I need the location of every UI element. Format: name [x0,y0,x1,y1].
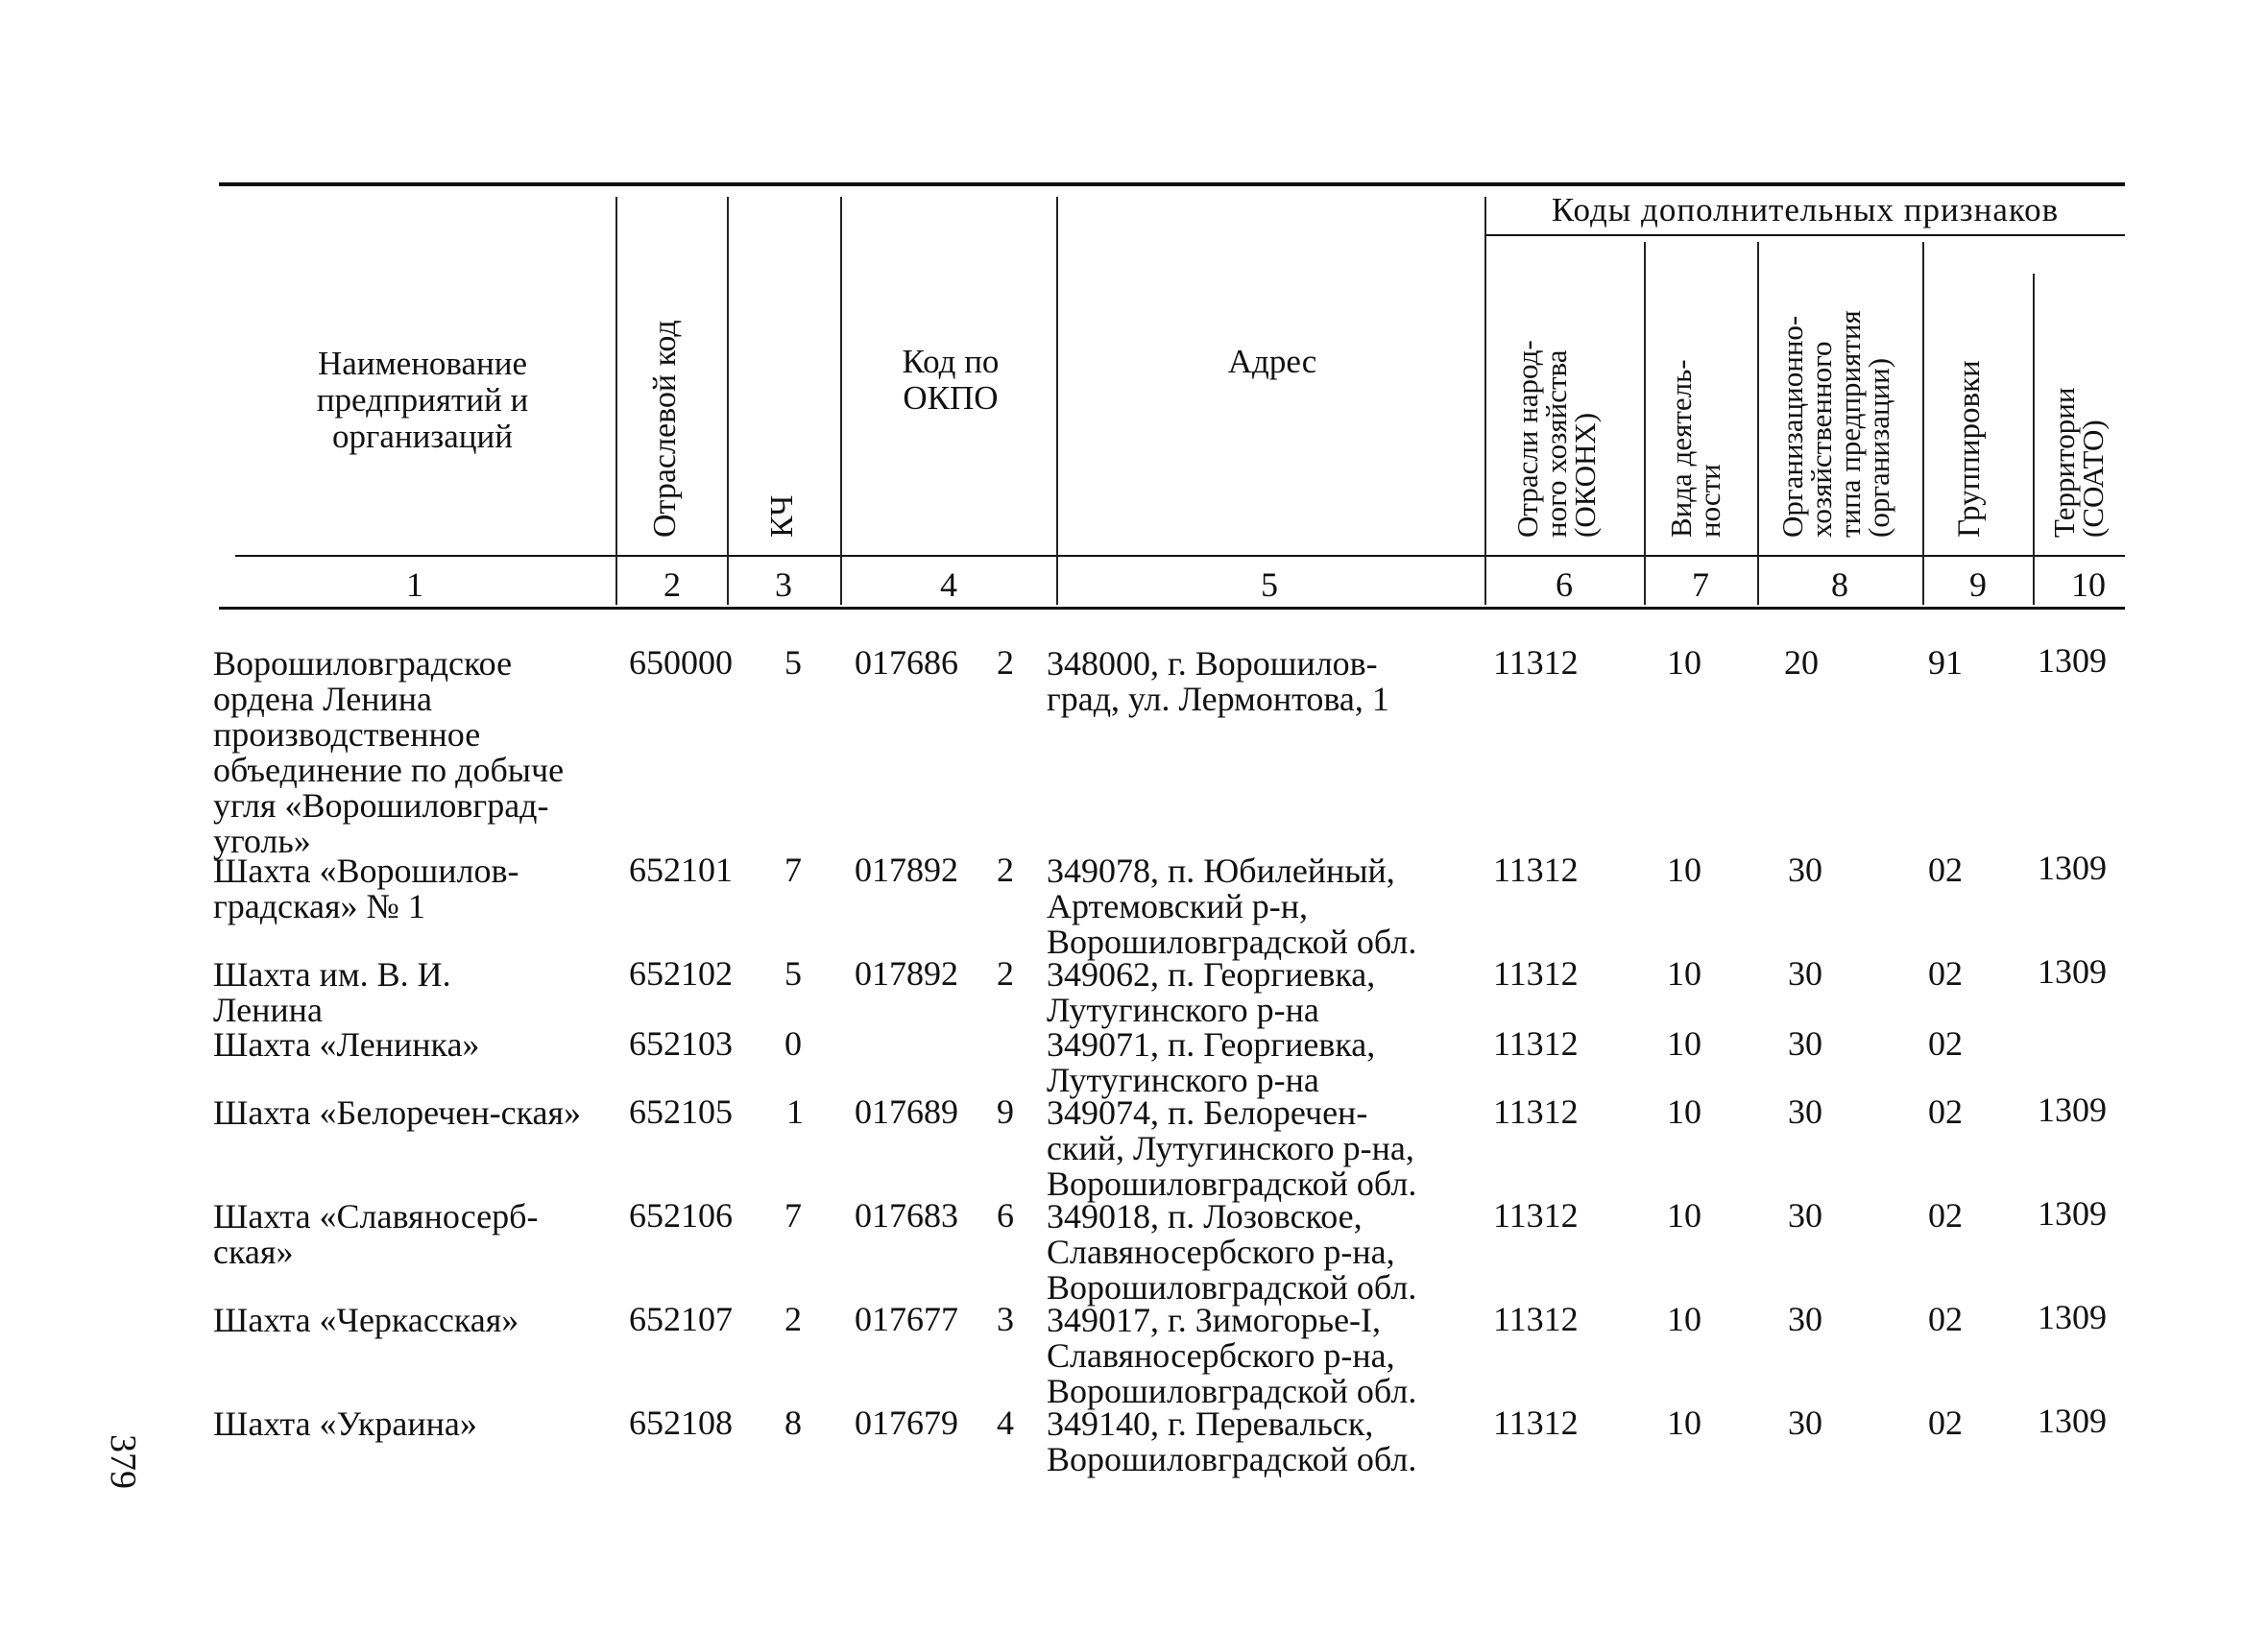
row-4-group: 02 [1928,1024,1963,1063]
row-5-okpo-check: 9 [997,1092,1014,1131]
row-3-group: 02 [1928,954,1963,993]
row-6-kch: 7 [784,1196,802,1235]
page-number: 379 [103,1434,143,1489]
row-3-okonh: 11312 [1493,954,1579,993]
row-3-code: 652102 [629,954,733,993]
row-1-okpo: 017686 [855,643,958,682]
col-number-7: 7 [1692,565,1709,604]
row-2-okpo: 017892 [855,851,958,889]
row-4-okonh: 11312 [1493,1024,1579,1063]
header-kch: КЧ [764,494,800,538]
row-7-address: 349017, г. Зимогорье-I, Славяносербского р-на, Ворошиловградской обл. [1047,1301,1417,1410]
col-number-10: 10 [2071,565,2106,604]
col-divider-5 [1484,197,1486,605]
row-8-okpo-check: 4 [997,1404,1014,1442]
row-6-org-type: 30 [1788,1196,1822,1235]
row-7-group: 02 [1928,1300,1963,1338]
row-5-name: Шахта «Белоречен-ская» [213,1093,582,1132]
row-7-okonh: 11312 [1493,1300,1579,1338]
header-org-type: Организационно- хозяйственного типа предприятия (организации) [1775,310,1895,538]
row-3-soato: 1309 [2038,952,2107,991]
header-okpo: Код по ОКПО [902,343,1000,417]
row-7-soato: 1309 [2038,1298,2107,1336]
header-territory: Территории (СОАТО) [2047,387,2110,538]
row-2-okpo-check: 2 [997,851,1014,889]
row-1-address: 348000, г. Ворошилов- град, ул. Лермонтова, 1 [1047,644,1389,718]
row-7-org-type: 30 [1788,1300,1822,1338]
row-5-address: 349074, п. Белоречен- ский, Лутугинского р-на, Ворошиловградской обл. [1047,1093,1417,1203]
row-8-address: 349140, г. Перевальск, Ворошиловградской обл. [1047,1404,1417,1478]
row-8-okonh: 11312 [1493,1404,1579,1442]
col-number-9: 9 [1969,565,1987,604]
col-divider-8 [1922,242,1924,605]
row-5-kch: 1 [786,1092,804,1131]
row-8-org-type: 30 [1788,1404,1822,1442]
row-8-kch: 8 [784,1404,802,1442]
header-address: Адрес [1227,343,1317,380]
row-7-name: Шахта «Черкасская» [213,1301,519,1339]
row-2-okonh: 11312 [1493,851,1579,889]
row-6-address: 349018, п. Лозовское, Славяносербского р-на, Ворошиловградской обл. [1047,1197,1417,1307]
row-2-address: 349078, п. Юбилейный, Артемовский р-н, Ворошиловградской обл. [1047,852,1417,961]
row-6-name: Шахта «Славяносерб-ская» [213,1197,539,1271]
row-1-code: 650000 [629,643,733,682]
table-top-rule [219,182,2125,186]
row-5-code: 652105 [629,1092,733,1131]
row-3-okpo-check: 2 [997,954,1014,993]
colnum-bottom-rule [219,607,2125,610]
row-7-okpo-check: 3 [997,1300,1014,1338]
row-3-name: Шахта им. В. И. Ленина [213,955,451,1029]
row-8-soato: 1309 [2038,1402,2107,1440]
col-number-5: 5 [1261,565,1278,604]
row-6-activity: 10 [1667,1196,1701,1235]
row-6-okpo-check: 6 [997,1196,1014,1235]
row-3-kch: 5 [784,954,802,993]
header-additional-codes: Коды дополнительных признаков [1551,191,2060,228]
row-8-activity: 10 [1667,1404,1701,1442]
header-grouping: Группировки [1952,360,1987,538]
row-6-code: 652106 [629,1196,733,1235]
col-divider-9 [2033,274,2035,605]
row-4-activity: 10 [1667,1024,1701,1063]
row-4-address: 349071, п. Георгиевка, Лутугинского р-на [1047,1025,1376,1099]
row-3-org-type: 30 [1788,954,1822,993]
row-5-soato: 1309 [2038,1091,2107,1129]
row-2-kch: 7 [784,851,802,889]
row-1-org-type: 20 [1784,643,1819,682]
header-okonh: Отрасли народ- ного хозяйства (ОКОНХ) [1510,340,1602,538]
col-divider-2 [727,197,729,605]
row-3-address: 349062, п. Георгиевка, Лутугинского р-на [1047,955,1376,1029]
row-8-code: 652108 [629,1404,733,1442]
col-divider-4 [1056,197,1058,605]
row-7-activity: 10 [1667,1300,1701,1338]
col-number-4: 4 [940,565,957,604]
row-4-kch: 0 [784,1024,802,1063]
col-divider-3 [840,197,842,605]
col-number-2: 2 [664,565,681,604]
row-1-kch: 5 [784,643,802,682]
row-5-org-type: 30 [1788,1092,1822,1131]
header-name: Наименование предприятий и организаций [316,345,529,455]
row-1-group: 91 [1928,643,1963,682]
col-divider-1 [615,197,617,605]
row-6-okonh: 11312 [1493,1196,1579,1235]
row-7-okpo: 017677 [855,1300,958,1338]
row-6-soato: 1309 [2038,1194,2107,1233]
row-2-group: 02 [1928,851,1963,889]
row-4-org-type: 30 [1788,1024,1822,1063]
row-6-group: 02 [1928,1196,1963,1235]
row-7-kch: 2 [784,1300,802,1338]
row-8-name: Шахта «Украина» [213,1404,477,1443]
row-5-group: 02 [1928,1092,1963,1131]
row-6-okpo: 017683 [855,1196,958,1235]
header-activity: Вида деятель- ности [1664,359,1726,538]
row-5-okpo: 017689 [855,1092,958,1131]
col-divider-6 [1644,242,1646,605]
row-4-name: Шахта «Ленинка» [213,1025,480,1064]
header-branch-code: Отраслевой код [647,320,683,538]
row-2-code: 652101 [629,851,733,889]
row-1-okpo-check: 2 [997,643,1014,682]
row-2-name: Шахта «Ворошилов-градская» № 1 [213,852,519,925]
row-2-org-type: 30 [1788,851,1822,889]
row-3-okpo: 017892 [855,954,958,993]
col-number-8: 8 [1831,565,1848,604]
row-7-code: 652107 [629,1300,733,1338]
col-divider-7 [1757,242,1759,605]
row-1-name: Ворошиловградское ордена Ленина производственное объединение по добыче угля «Ворошиловград-уголь» [213,644,565,860]
row-1-activity: 10 [1667,643,1701,682]
col-number-1: 1 [406,565,423,604]
group-header-rule [1486,234,2125,236]
header-bottom-rule [235,555,2125,557]
row-1-okonh: 11312 [1493,643,1579,682]
row-3-activity: 10 [1667,954,1701,993]
row-8-okpo: 017679 [855,1404,958,1442]
row-5-activity: 10 [1667,1092,1701,1131]
row-2-activity: 10 [1667,851,1701,889]
row-1-soato: 1309 [2038,641,2107,680]
row-8-group: 02 [1928,1404,1963,1442]
row-5-okonh: 11312 [1493,1092,1579,1131]
row-4-code: 652103 [629,1024,733,1063]
col-number-3: 3 [775,565,792,604]
col-number-6: 6 [1556,565,1573,604]
row-2-soato: 1309 [2038,849,2107,887]
